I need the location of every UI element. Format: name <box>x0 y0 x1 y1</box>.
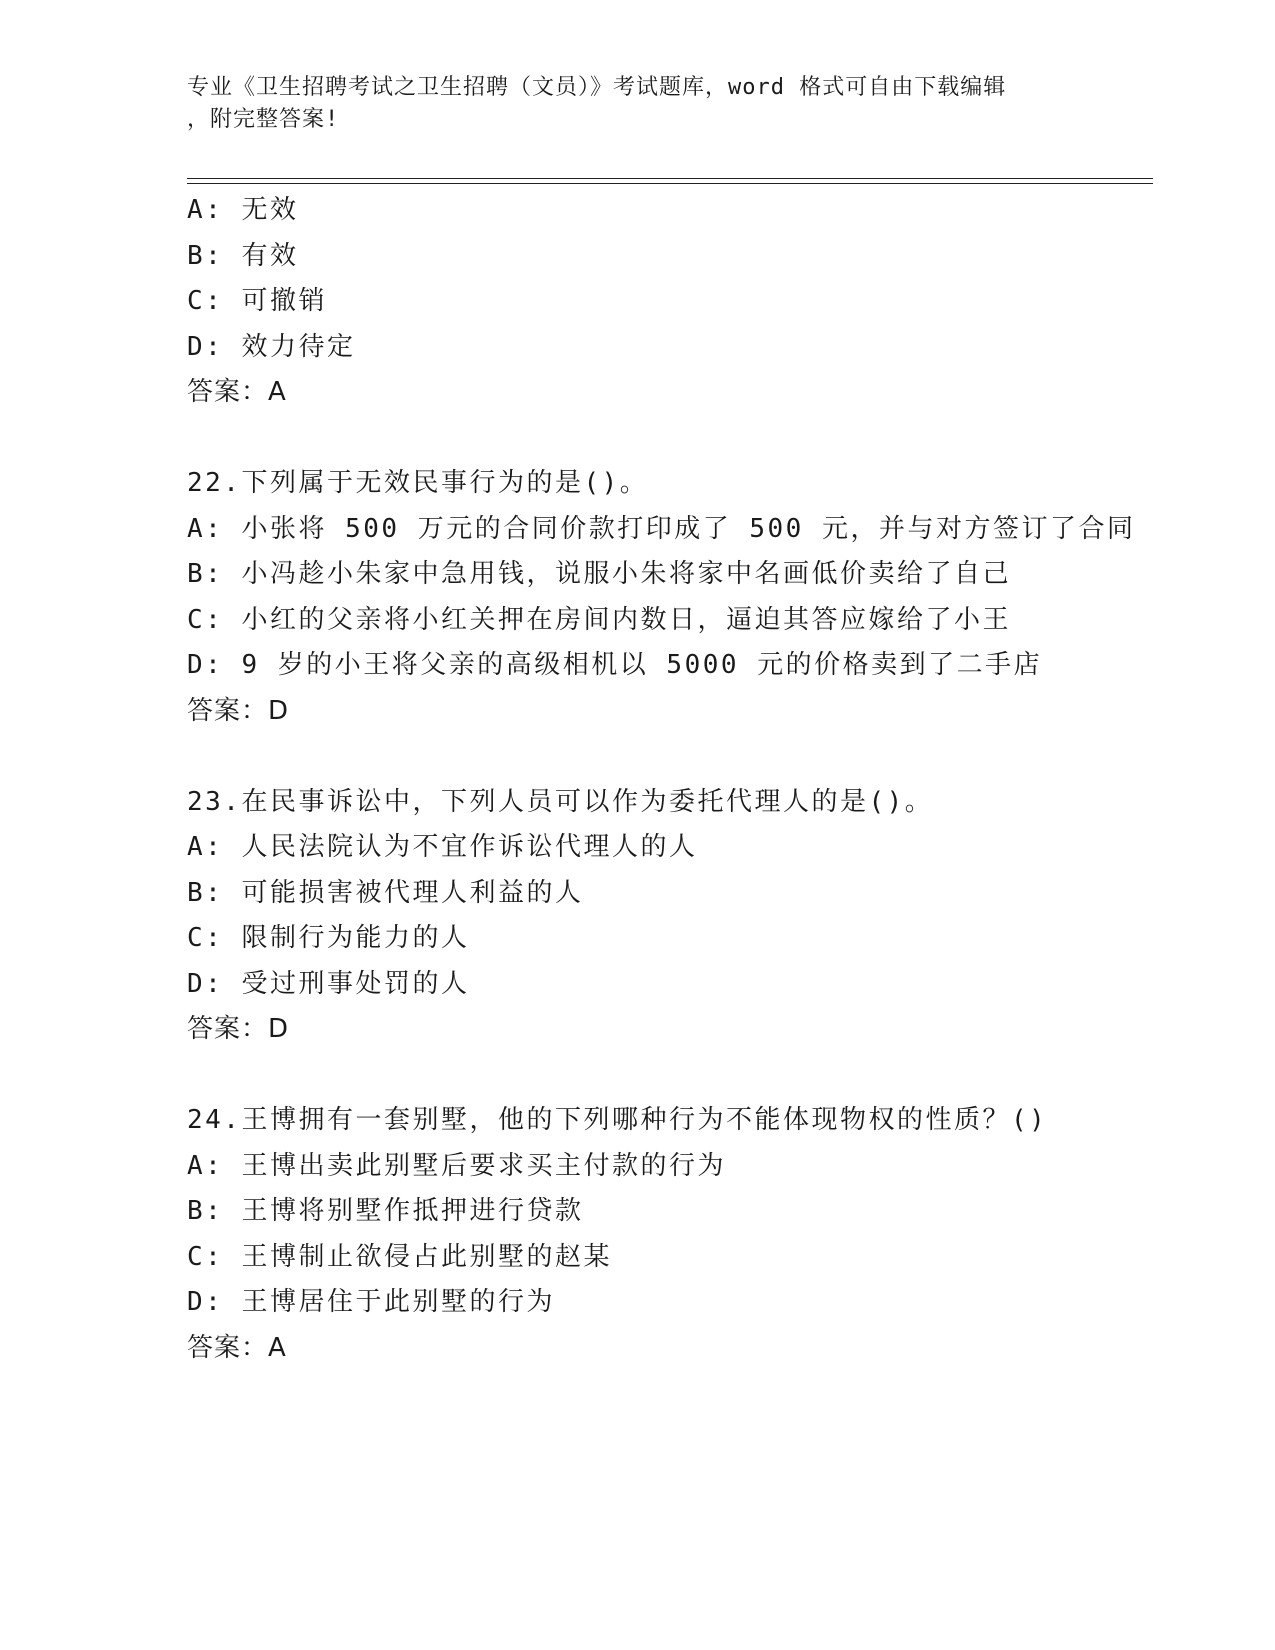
spacer <box>187 734 1153 780</box>
option-a: A: 小张将 500 万元的合同价款打印成了 500 元，并与对方签订了合同 <box>187 513 1136 544</box>
answer-line: 答案：D <box>187 695 290 726</box>
spacer <box>187 416 1153 462</box>
option-d: D: 受过刑事处罚的人 <box>187 968 470 999</box>
option-d: D: 王博居住于此别墅的行为 <box>187 1287 555 1317</box>
option-b: B: 小冯趁小朱家中急用钱，说服小朱将家中名画低价卖给了自己 <box>187 559 1011 589</box>
question-block-24 <box>187 1098 1153 1371</box>
question-block-previous <box>187 188 1153 416</box>
question-stem: 24.王博拥有一套别墅，他的下列哪种行为不能体现物权的性质？() <box>187 1105 1048 1135</box>
header-line-2: ，附完整答案! <box>187 107 340 132</box>
question-block-23 <box>187 780 1153 1053</box>
answer-line: 答案：D <box>187 1014 290 1044</box>
option-b: B: 有效 <box>187 240 299 271</box>
answer-line: 答案：A <box>187 377 287 407</box>
option-c: C: 王博制止欲侵占此别墅的赵某 <box>187 1241 612 1272</box>
option-a: A: 王博出卖此别墅后要求买主付款的行为 <box>187 1150 726 1181</box>
spacer <box>187 1053 1153 1099</box>
option-b: B: 可能损害被代理人利益的人 <box>187 877 584 908</box>
document-header <box>187 72 1087 136</box>
header-rule-top <box>187 178 1153 179</box>
option-d: D: 9 岁的小王将父亲的高级相机以 5000 元的价格卖到了二手店 <box>187 650 1043 680</box>
option-c: C: 可撤销 <box>187 286 327 316</box>
option-c: C: 小红的父亲将小红关押在房间内数日，逼迫其答应嫁给了小王 <box>187 604 1011 635</box>
header-line-1: 专业《卫生招聘考试之卫生招聘（文员）》考试题库，word 格式可自由下载编辑 <box>187 75 1007 100</box>
option-d: D: 效力待定 <box>187 331 356 362</box>
option-a: A: 无效 <box>187 195 299 225</box>
option-a: A: 人民法院认为不宜作诉讼代理人的人 <box>187 832 698 862</box>
option-c: C: 限制行为能力的人 <box>187 923 470 953</box>
answer-line: 答案：A <box>187 1332 287 1363</box>
header-rule-bottom <box>187 183 1153 184</box>
document-body <box>187 188 1153 1371</box>
question-stem: 23.在民事诉讼中，下列人员可以作为委托代理人的是()。 <box>187 786 934 817</box>
question-block-22 <box>187 461 1153 734</box>
question-stem: 22.下列属于无效民事行为的是()。 <box>187 468 649 498</box>
option-b: B: 王博将别墅作抵押进行贷款 <box>187 1196 584 1226</box>
